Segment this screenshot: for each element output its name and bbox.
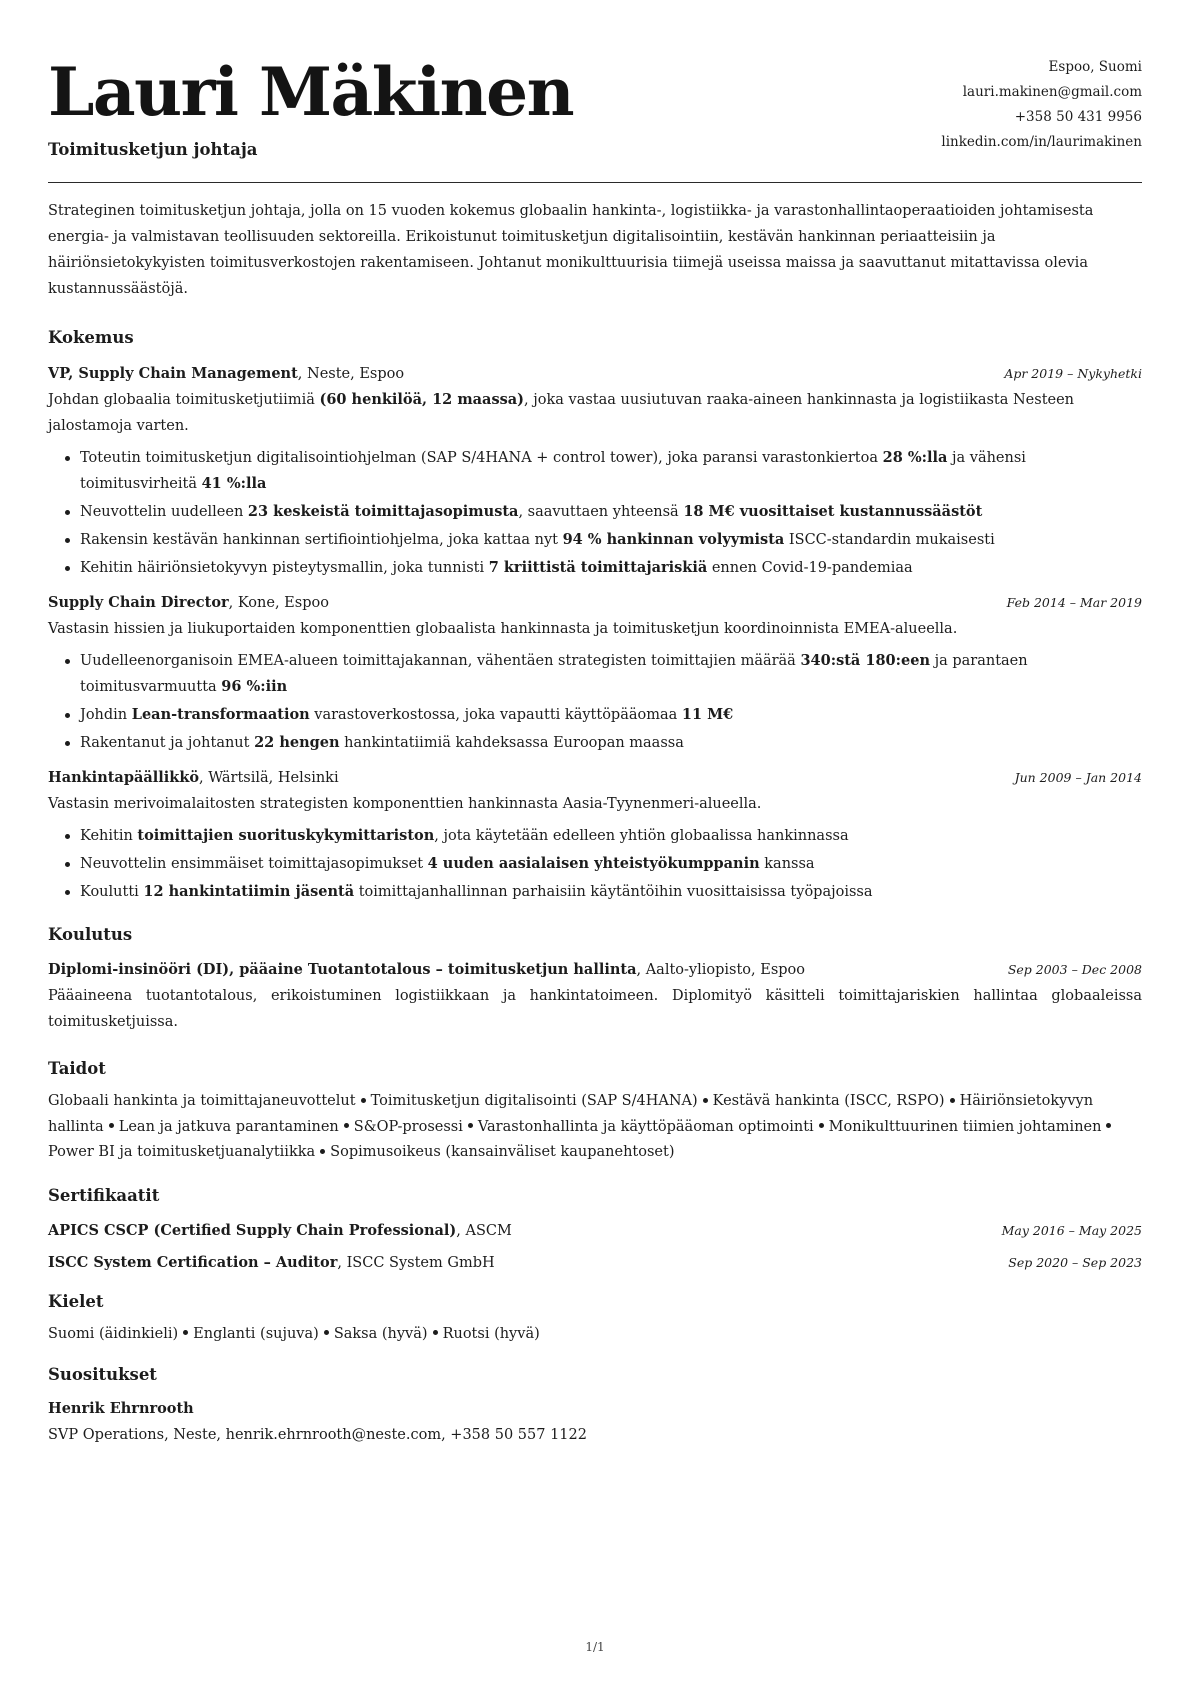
certificate-title bbox=[48, 1218, 512, 1244]
achievement-item bbox=[80, 648, 1142, 700]
emphasis-text: toimittajien suorituskykymittariston bbox=[137, 827, 435, 844]
emphasis-text: 18 M€ vuosittaiset kustannussäästöt bbox=[683, 503, 983, 520]
skill-item: Globaali hankinta ja toimittajaneuvottelut bbox=[48, 1093, 356, 1109]
text-run: Johdan globaalia toimitusketjutiimiä bbox=[48, 392, 320, 408]
emphasis-text: Lean-transformaation bbox=[131, 706, 310, 723]
skill-item: Monikulttuurinen tiimien johtaminen bbox=[828, 1118, 1102, 1135]
certificate-entry bbox=[48, 1218, 1142, 1244]
job-position: Supply Chain Director bbox=[48, 594, 229, 611]
text-run: Vastasin merivoimalaitosten strategisten komponenttien hankinnasta Aasia-Tyynenmeri-alueella. bbox=[48, 796, 762, 812]
text-run: Toteutin toimitusketjun digitalisointiohjelman (SAP S/4HANA + control tower), joka paransi varastonkiertoa bbox=[80, 450, 883, 466]
emphasis-text: 11 M€ bbox=[681, 706, 734, 723]
emphasis-text: 12 hankintatiimin jäsentä bbox=[143, 883, 355, 900]
certificate-title bbox=[48, 1250, 495, 1276]
separator-dot bbox=[950, 1098, 955, 1103]
section-heading-references: Suositukset bbox=[48, 1365, 157, 1384]
achievement-item bbox=[80, 445, 1142, 497]
text-run: Rakensin kestävän hankinnan sertifiointiohjelma, joka kattaa nyt bbox=[80, 532, 563, 548]
text-run: Johdin bbox=[80, 707, 132, 723]
separator-dot bbox=[344, 1123, 349, 1128]
contact-location: Espoo, Suomi bbox=[1048, 59, 1142, 75]
skill-item: Sopimusoikeus (kansainväliset kaupanehtoset) bbox=[330, 1144, 675, 1160]
achievement-item bbox=[80, 823, 1142, 849]
separator-dot bbox=[703, 1098, 708, 1103]
certificates-list bbox=[48, 1218, 1142, 1276]
text-run: Neuvottelin ensimmäiset toimittajasopimukset bbox=[80, 856, 428, 872]
resume-page bbox=[48, 0, 1142, 1683]
text-run: ISCC-standardin mukaisesti bbox=[784, 532, 995, 548]
education-entry-header bbox=[48, 957, 1142, 983]
section-heading-education: Koulutus bbox=[48, 925, 133, 944]
job-entry bbox=[48, 765, 1142, 905]
education-description: Pääaineena tuotantotalous, erikoistuminen logistiikkaan ja hankintatoimeen. Diplomityö käsitteli toimittajariskien hallintaa globaaleissa toimitusketjuissa. bbox=[48, 988, 1142, 1030]
section-heading-languages: Kielet bbox=[48, 1291, 104, 1311]
education-degree: Diplomi-insinööri (DI), pääaine Tuotantotalous – toimitusketjun hallinta bbox=[48, 961, 637, 978]
job-organization: , Kone, Espoo bbox=[228, 595, 329, 611]
text-run: Koulutti bbox=[80, 884, 144, 900]
separator-dot bbox=[819, 1123, 824, 1128]
text-run: , saavuttaen yhteensä bbox=[518, 504, 684, 520]
skill-item: Toimitusketjun digitalisointi (SAP S/4HANA) bbox=[370, 1093, 698, 1109]
text-run: Kehitin häiriönsietokyvyn pisteytysmallin, joka tunnisti bbox=[80, 560, 489, 576]
emphasis-text: (60 henkilöä, 12 maassa) bbox=[319, 391, 525, 408]
text-run: , jota käytetään edelleen yhtiön globaalissa hankinnassa bbox=[434, 828, 849, 844]
reference-name-row bbox=[48, 1396, 1142, 1422]
emphasis-text: 96 %:iin bbox=[221, 678, 288, 695]
emphasis-text: 4 uuden aasialaisen yhteistyökumppanin bbox=[427, 855, 760, 872]
job-achievements bbox=[48, 648, 1142, 756]
emphasis-text: 340:stä 180:een bbox=[800, 652, 930, 669]
job-date: Feb 2014 – Mar 2019 bbox=[1006, 595, 1142, 610]
separator-dot bbox=[433, 1330, 438, 1335]
certificate-name: ISCC System Certification – Auditor bbox=[48, 1253, 338, 1271]
separator-dot bbox=[320, 1149, 325, 1154]
job-title bbox=[48, 361, 404, 387]
skill-item: S&OP-prosessi bbox=[353, 1118, 463, 1135]
job-date: Apr 2019 – Nykyhetki bbox=[1004, 366, 1142, 381]
separator-dot bbox=[1106, 1123, 1111, 1128]
job-entry bbox=[48, 590, 1142, 756]
job-title bbox=[48, 590, 329, 616]
skill-item: Lean ja jatkuva parantaminen bbox=[118, 1118, 339, 1135]
contact-linkedin[interactable]: linkedin.com/in/laurimakinen bbox=[941, 134, 1142, 150]
skill-item: Power BI ja toimitusketjuanalytiikka bbox=[48, 1144, 316, 1160]
section-heading-skills: Taidot bbox=[48, 1059, 106, 1078]
job-header bbox=[48, 590, 1142, 616]
job-entry bbox=[48, 361, 1142, 581]
emphasis-text: 22 hengen bbox=[254, 734, 340, 751]
contact-block bbox=[941, 55, 1142, 155]
certificate-date: Sep 2020 – Sep 2023 bbox=[1008, 1254, 1142, 1270]
text-run: toimittajanhallinnan parhaisiin käytäntöihin vuosittaisissa työpajoissa bbox=[354, 884, 873, 900]
emphasis-text: 28 %:lla bbox=[882, 449, 948, 466]
separator-dot bbox=[361, 1098, 366, 1103]
achievement-item bbox=[80, 499, 1142, 525]
job-header bbox=[48, 765, 1142, 791]
summary: Strateginen toimitusketjun johtaja, jolla on 15 vuoden kokemus globaalin hankinta-, logistiikka- ja varastonhallintaoperaatioiden johtamisesta energia- ja valmistavan teollisuuden sektoreilla. Erikoistunut toimitusketjun digitalisointiin, kestävän hankinnan periaatteisiin ja häiriönsietokykyisten toimitusverkostojen rakentamiseen. Johtanut monikulttuurisia tiimejä useissa maissa ja saavuttanut mitattavissa olevia kustannussäästöjä. bbox=[48, 203, 1094, 297]
achievement-item bbox=[80, 527, 1142, 553]
header-divider bbox=[48, 182, 1142, 183]
skill-item: Varastonhallinta ja käyttöpääoman optimointi bbox=[477, 1118, 814, 1135]
certificate-date: May 2016 – May 2025 bbox=[1001, 1222, 1142, 1238]
language-item: Englanti (sujuva) bbox=[193, 1325, 319, 1342]
job-position: Hankintapäällikkö bbox=[48, 769, 200, 786]
emphasis-text: 41 %:lla bbox=[201, 475, 267, 492]
certificate-name: APICS CSCP (Certified Supply Chain Professional) bbox=[48, 1221, 457, 1239]
certificate-issuer: , ASCM bbox=[456, 1222, 512, 1239]
certificate-entry bbox=[48, 1250, 1142, 1276]
text-run: Uudelleenorganisoin EMEA-alueen toimittajakannan, vähentäen strategisten toimittajien määrää bbox=[80, 653, 801, 669]
skill-item: Häiriönsietokyvyn hallinta bbox=[48, 1093, 1094, 1135]
job-description bbox=[48, 616, 1142, 642]
job-date: Jun 2009 – Jan 2014 bbox=[1014, 770, 1142, 785]
text-run: ennen Covid-19-pandemiaa bbox=[707, 560, 913, 576]
separator-dot bbox=[324, 1330, 329, 1335]
language-item: Ruotsi (hyvä) bbox=[442, 1325, 540, 1342]
achievement-item bbox=[80, 555, 1142, 581]
text-run: hankintatiimiä kahdeksassa Euroopan maassa bbox=[339, 735, 684, 751]
reference-name: Henrik Ehrnrooth bbox=[48, 1400, 194, 1417]
job-description bbox=[48, 791, 1142, 817]
text-run: Kehitin bbox=[80, 828, 138, 844]
candidate-name: Lauri Mäkinen bbox=[48, 53, 574, 131]
separator-dot bbox=[468, 1123, 473, 1128]
job-title bbox=[48, 765, 339, 791]
language-item: Saksa (hyvä) bbox=[333, 1325, 428, 1342]
achievement-item bbox=[80, 730, 1142, 756]
education-title bbox=[48, 957, 805, 983]
education-date: Sep 2003 – Dec 2008 bbox=[1007, 962, 1142, 977]
job-description bbox=[48, 387, 1142, 439]
separator-dot bbox=[109, 1123, 114, 1128]
reference-details: SVP Operations, Neste, henrik.ehrnrooth@neste.com, +358 50 557 1122 bbox=[48, 1427, 587, 1443]
text-run: Rakentanut ja johtanut bbox=[80, 735, 255, 751]
separator-dot bbox=[183, 1330, 188, 1335]
contact-phone[interactable]: +358 50 431 9956 bbox=[1014, 109, 1142, 125]
text-run: ja vähensi toimitusvirheitä bbox=[80, 450, 1026, 492]
skills-list bbox=[48, 1089, 1142, 1166]
emphasis-text: 94 % hankinnan volyymista bbox=[562, 531, 785, 548]
resume-body bbox=[48, 198, 1142, 1448]
achievement-item bbox=[80, 851, 1142, 877]
certificate-issuer: , ISCC System GmbH bbox=[337, 1254, 495, 1271]
achievement-item bbox=[80, 702, 1142, 728]
emphasis-text: 23 keskeistä toimittajasopimusta bbox=[247, 503, 519, 520]
job-achievements bbox=[48, 445, 1142, 581]
experience-list bbox=[48, 361, 1142, 905]
text-run: varastoverkostossa, joka vapautti käyttöpääomaa bbox=[309, 707, 682, 723]
job-achievements bbox=[48, 823, 1142, 905]
job-organization: , Wärtsilä, Helsinki bbox=[199, 770, 339, 786]
candidate-title: Toimitusketjun johtaja bbox=[48, 140, 258, 159]
languages-list bbox=[48, 1322, 1142, 1348]
page-number: 1/1 bbox=[585, 1640, 605, 1654]
text-run: ja parantaen toimitusvarmuutta bbox=[80, 653, 1028, 695]
job-header bbox=[48, 361, 1142, 387]
skill-item: Kestävä hankinta (ISCC, RSPO) bbox=[712, 1093, 945, 1109]
education-school: , Aalto-yliopisto, Espoo bbox=[636, 962, 806, 978]
section-heading-certificates: Sertifikaatit bbox=[48, 1185, 160, 1205]
achievement-item bbox=[80, 879, 1142, 905]
job-position: VP, Supply Chain Management bbox=[48, 365, 298, 382]
text-run: Vastasin hissien ja liukuportaiden komponenttien globaalista hankinnasta ja toimitusketjun koordinoinnista EMEA-alueella. bbox=[48, 621, 958, 637]
contact-email[interactable]: lauri.makinen@gmail.com bbox=[962, 84, 1142, 100]
job-organization: , Neste, Espoo bbox=[297, 366, 405, 382]
text-run: Neuvottelin uudelleen bbox=[80, 504, 248, 520]
language-item: Suomi (äidinkieli) bbox=[48, 1325, 179, 1342]
emphasis-text: 7 kriittistä toimittajariskiä bbox=[488, 559, 708, 576]
text-run: , joka vastaa uusiutuvan raaka-aineen hankinnasta ja logistiikasta Nesteen jalostamoja varten. bbox=[48, 392, 1075, 434]
text-run: kanssa bbox=[759, 856, 815, 872]
section-heading-experience: Kokemus bbox=[48, 328, 134, 347]
